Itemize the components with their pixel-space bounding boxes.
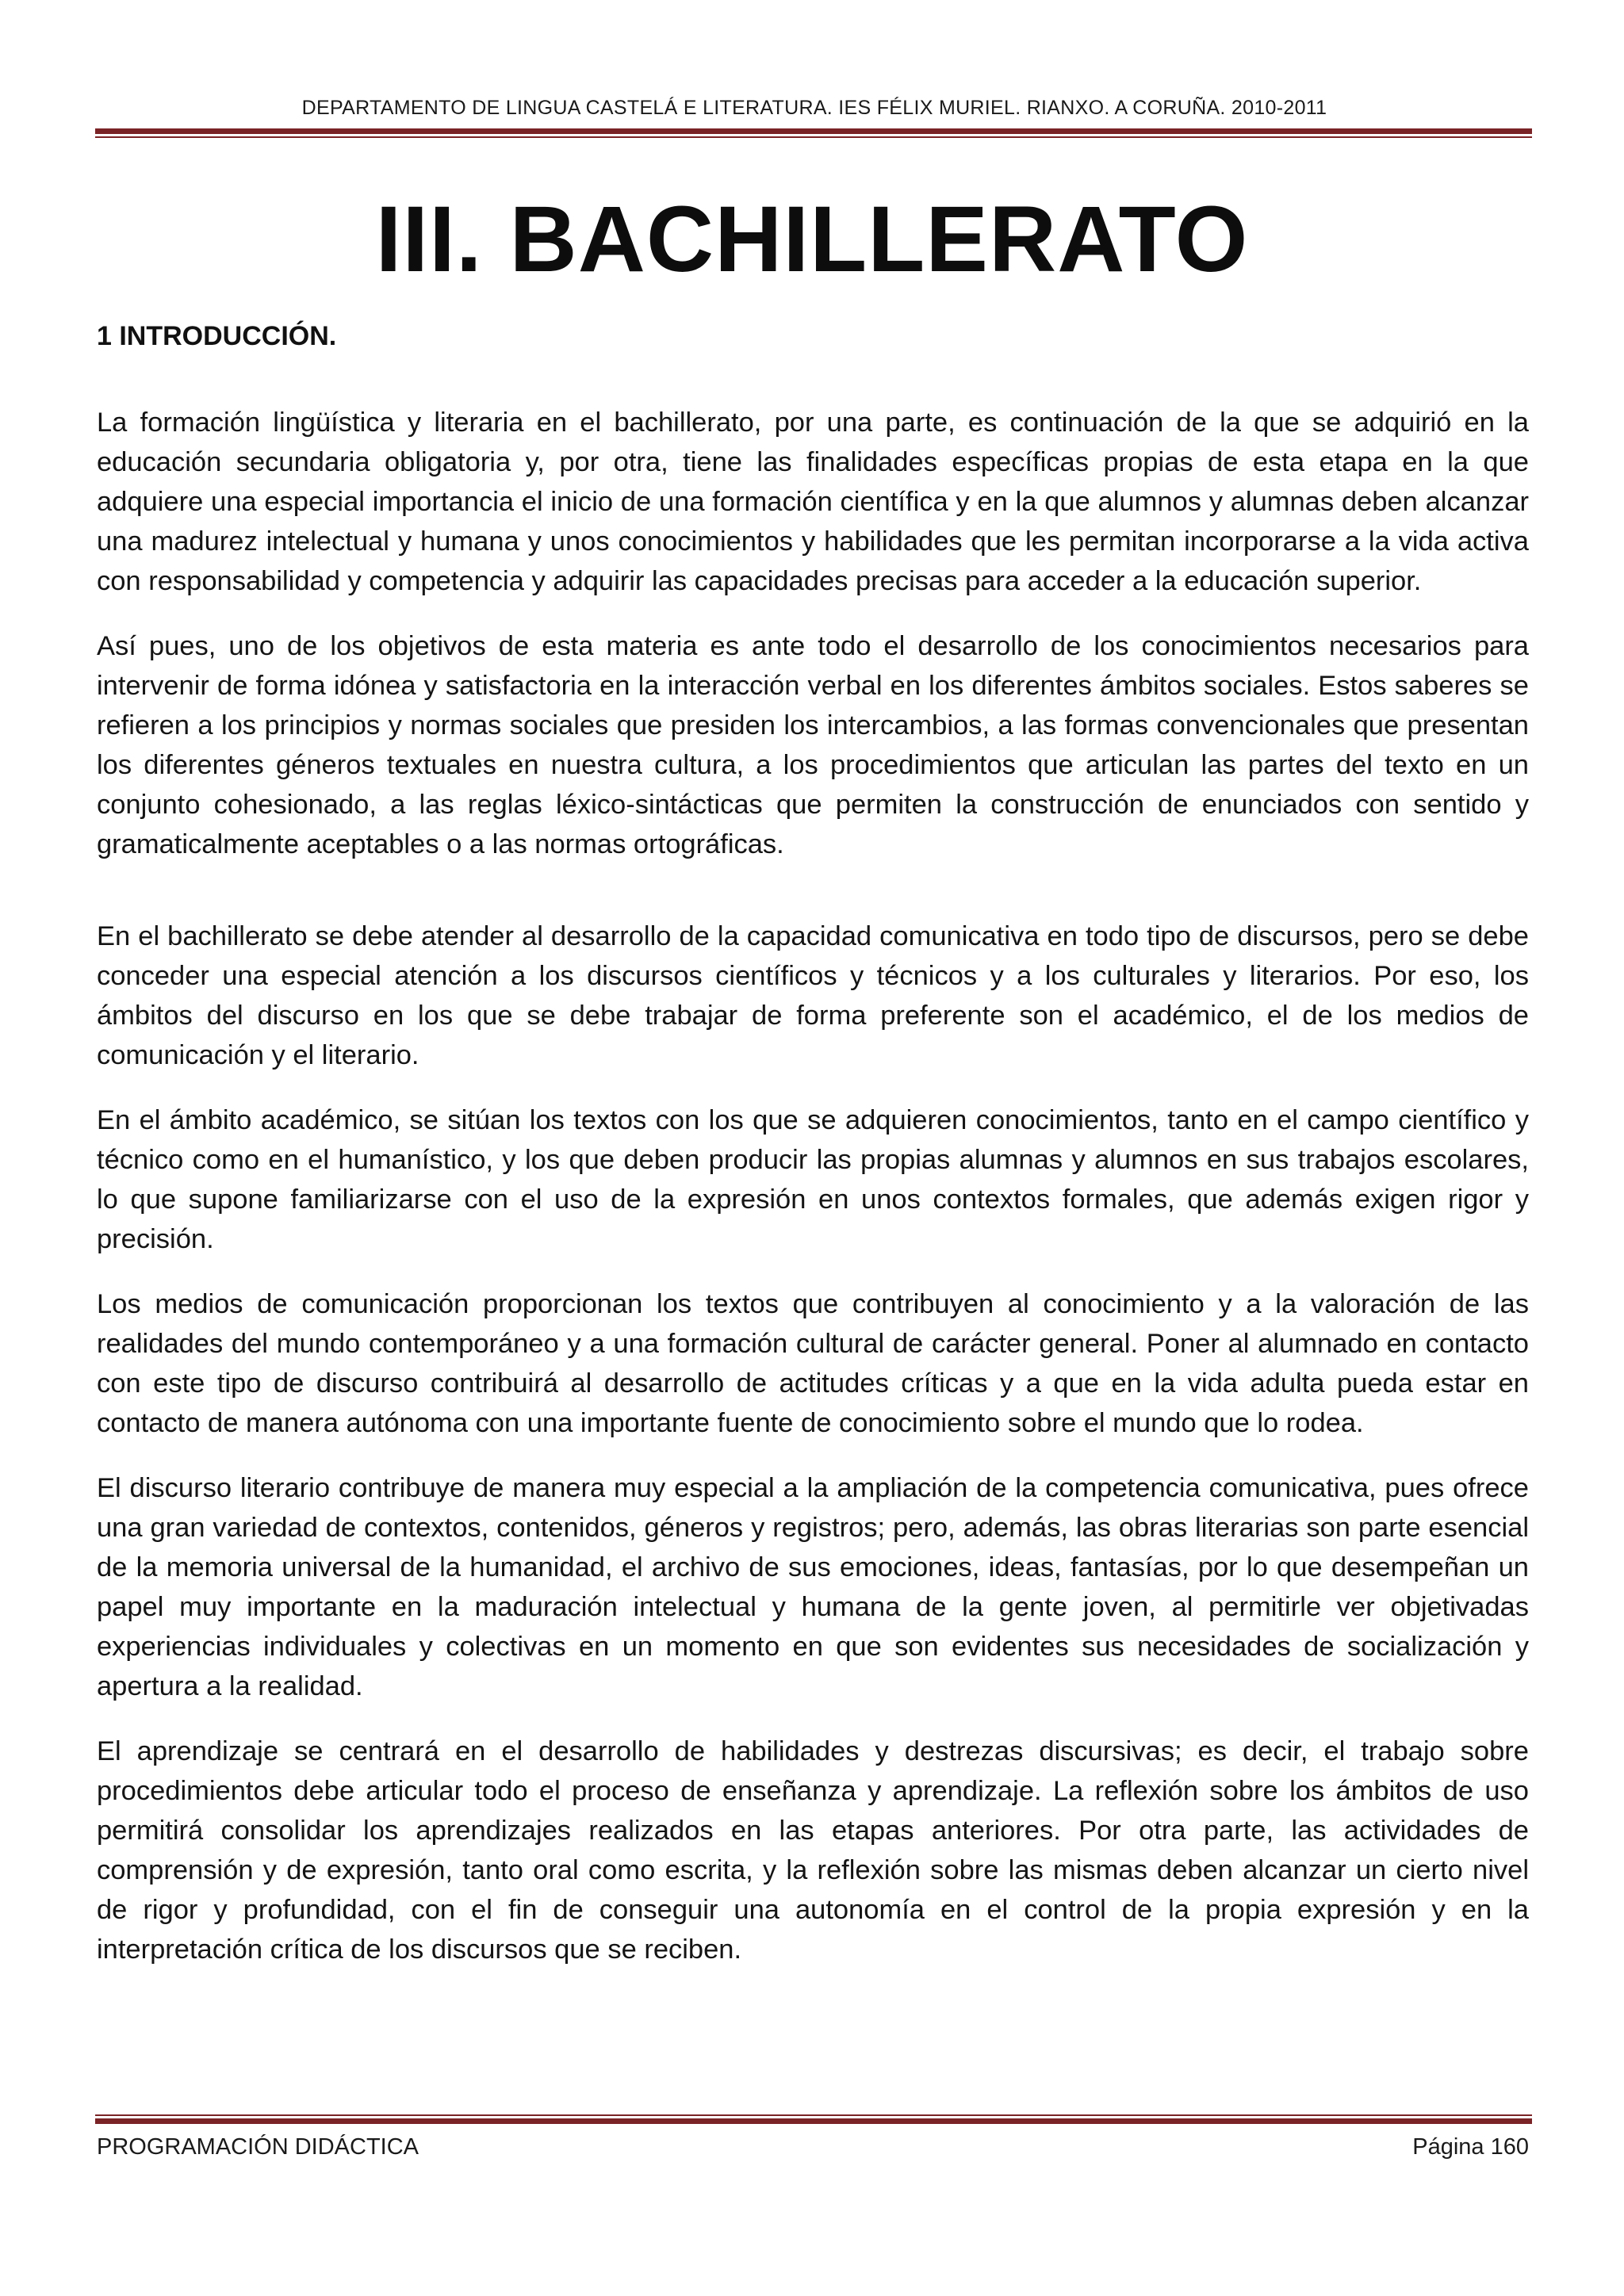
- paragraph: Los medios de comunicación proporcionan los textos que contribuyen al conocimiento y a la valoración de las realidades del mundo contemporáneo y a una formación cultural de carácter general. Poner al alumnado en contacto con este tipo de discurso contribuirá al desarrollo de actitudes críticas y a que en la vida adulta pueda estar en contacto de manera autónoma con una importante fuente de conocimiento sobre el mundo que lo rodea.: [97, 1289, 1529, 1438]
- paragraph: En el bachillerato se debe atender al desarrollo de la capacidad comunicativa en todo tipo de discursos, pero se debe conceder una especial atención a los discursos científicos y técnicos y a los culturales y literarios. Por eso, los ámbitos del discurso en los que se debe trabajar de forma preferente son el académico, el de los medios de comunicación y el literario.: [97, 921, 1529, 1070]
- running-header: DEPARTAMENTO DE LINGUA CASTELÁ E LITERATURA. IES FÉLIX MURIEL. RIANXO. A CORUÑA. 2010-2011: [301, 97, 1327, 119]
- footer-page-number: Página 160: [1412, 2134, 1529, 2160]
- paragraph: El discurso literario contribuye de manera muy especial a la ampliación de la competencia comunicativa, pues ofrece una gran variedad de contextos, contenidos, géneros y registros; pero, además, las obras literarias son parte esencial de la memoria universal de la humanidad, el archivo de sus emociones, ideas, fantasías, por lo que desempeñan un papel muy importante en la maduración intelectual y humana de la gente joven, al permitirle ver objetivadas experiencias individuales y colectivas en un momento en que son evidentes sus necesidades de socialización y apertura a la realidad.: [97, 1473, 1529, 1701]
- paragraph: En el ámbito académico, se sitúan los textos con los que se adquieren conocimientos, tanto en el campo científico y técnico como en el humanístico, y los que deben producir las propias alumnas y alumnos en sus trabajos escolares, lo que supone familiarizarse con el uso de la expresión en unos contextos formales, que además exigen rigor y precisión.: [97, 1105, 1529, 1254]
- header-rule-thin: [95, 136, 1532, 138]
- page-title: III. BACHILLERATO: [375, 187, 1249, 292]
- paragraph: Así pues, uno de los objetivos de esta materia es ante todo el desarrollo de los conocimientos necesarios para intervenir de forma idónea y satisfactoria en la interacción verbal en los diferentes ámbitos sociales. Estos saberes se refieren a los principios y normas sociales que presiden los intercambios, a las formas convencionales que presentan los diferentes géneros textuales en nuestra cultura, a los procedimientos que articulan las partes del texto en un conjunto cohesionado, a las reglas léxico-sintácticas que permiten la construcción de enunciados con sentido y gramaticalmente aceptables o a las normas ortográficas.: [97, 631, 1529, 859]
- footer-document-name: PROGRAMACIÓN DIDÁCTICA: [97, 2134, 419, 2160]
- paragraph: El aprendizaje se centrará en el desarrollo de habilidades y destrezas discursivas; es decir, el trabajo sobre procedimientos debe articular todo el proceso de enseñanza y aprendizaje. La reflexión sobre los ámbitos de uso permitirá consolidar los aprendizajes realizados en las etapas anteriores. Por otra parte, las actividades de comprensión y de expresión, tanto oral como escrita, y la reflexión sobre las mismas deben alcanzar un cierto nivel de rigor y profundidad, con el fin de conseguir una autonomía en el control de la propia expresión y en la interpretación crítica de los discursos que se reciben.: [97, 1736, 1529, 1965]
- footer-rule-thin: [95, 2114, 1532, 2116]
- header-rule: [95, 128, 1532, 138]
- footer-rule-thick: [95, 2118, 1532, 2124]
- paragraph: La formación lingüística y literaria en el bachillerato, por una parte, es continuación de la que se adquirió en la educación secundaria obligatoria y, por otra, tiene las finalidades específicas propias de esta etapa en la que adquiere una especial importancia el inicio de una formación científica y en la que alumnos y alumnas deben alcanzar una madurez intelectual y humana y unos conocimientos y habilidades que les permitan incorporarse a la vida activa con responsabilidad y competencia y adquirir las capacidades precisas para acceder a la educación superior.: [97, 408, 1529, 596]
- section-heading: 1 INTRODUCCIÓN.: [97, 321, 337, 351]
- body-text: [97, 403, 1529, 1995]
- footer-rule: [95, 2114, 1532, 2124]
- header-rule-thick: [95, 128, 1532, 134]
